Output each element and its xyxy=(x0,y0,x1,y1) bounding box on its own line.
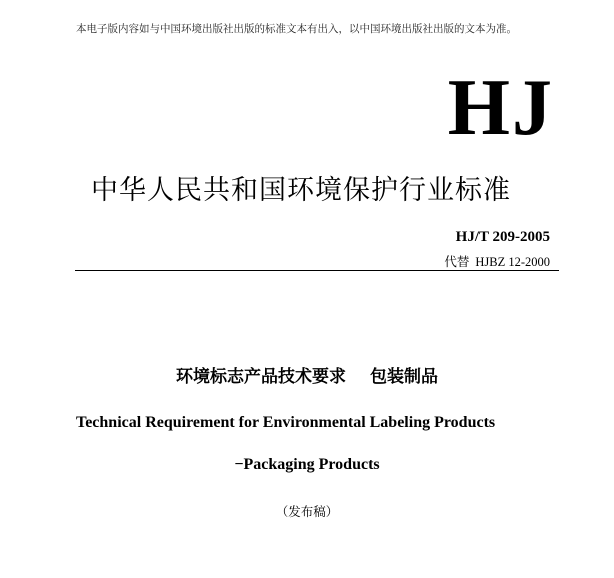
standard-title: 中华人民共和国环境保护行业标准 xyxy=(91,175,511,206)
replaces-label: 代替 xyxy=(444,254,470,269)
replaces-code: HJBZ 12-2000 xyxy=(475,255,550,269)
title-english: Technical Requirement for Environmental Labeling Products xyxy=(76,414,496,431)
header-divider xyxy=(75,270,559,271)
standard-code: HJ/T 209-2005 xyxy=(455,229,550,245)
disclaimer-note: 本电子版内容如与中国环境出版社出版的标准文本有出入，以中国环境出版社出版的文本为准。 xyxy=(76,23,517,35)
replaces-line xyxy=(444,255,550,269)
title-chinese-sub: 包装制品 xyxy=(370,367,438,387)
title-english-sub: −Packaging Products xyxy=(234,456,380,473)
title-chinese-main: 环境标志产品技术要求 xyxy=(176,367,346,387)
release-status: （发布稿） xyxy=(275,504,339,519)
title-chinese xyxy=(0,366,614,388)
hj-logo: HJ xyxy=(447,64,554,152)
